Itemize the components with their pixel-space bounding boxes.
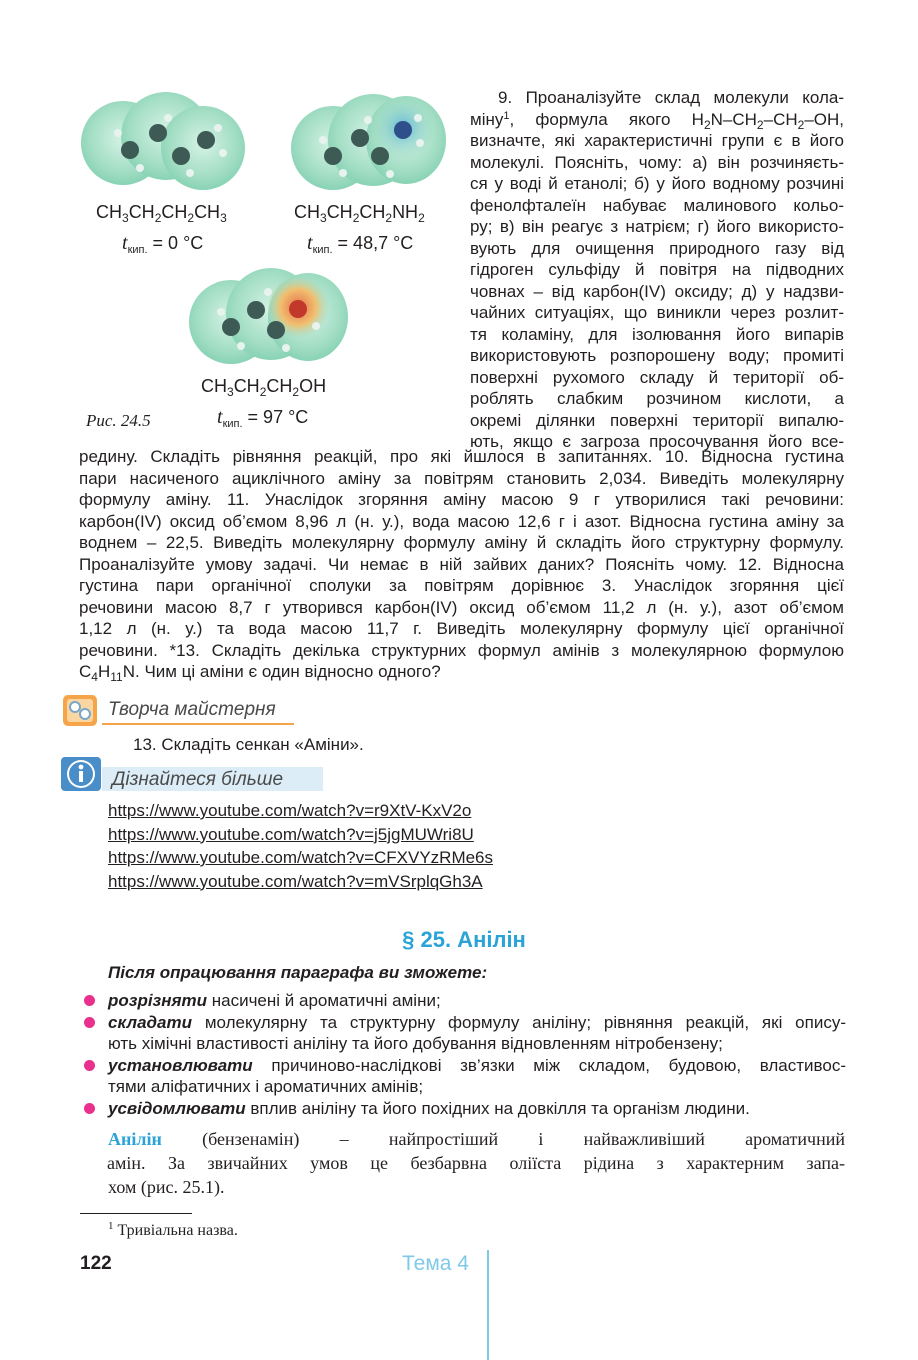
text-line: 1,12 л (н. у.) та вода масою 11,7 г. Виведіть молекулярну формулу цієї органічної — [79, 619, 844, 638]
goal-text: причиново-наслідкові зв’язки між складом, будовою, властивос- — [252, 1055, 846, 1075]
aniline-intro — [108, 1127, 845, 1199]
text-line: речовини. *13. Складіть декілька структурних формул амінів з молекулярною формулою — [79, 640, 844, 660]
footnote-ref: 1 — [503, 109, 510, 122]
subscript: 4 — [91, 670, 98, 684]
formula-part: NH — [392, 202, 419, 222]
butane-formula — [96, 202, 227, 223]
formula-sub: 3 — [220, 211, 227, 225]
text-line: редину. Складіть рівняння реакцій, про які йшлося в запитаннях. 10. Відносна густина — [79, 447, 844, 466]
text-fragment: C — [79, 662, 92, 681]
formula-part: CH — [233, 376, 260, 396]
text-fragment: (бензенамін) – найпростіший і найважливіший ароматичний — [161, 1129, 845, 1149]
text-line: чайних ситуаціях, що виникли через розлит- — [470, 303, 844, 322]
subscript: 2 — [756, 117, 764, 132]
formula-part: CH — [161, 202, 188, 222]
text-line: гідроген сульфіду й повітря на підводних — [470, 260, 844, 279]
formula-sub: 2 — [292, 385, 300, 399]
text-line: фенолфталеїн набуває малинового кольо- — [470, 195, 844, 215]
formula-sub: 2 — [352, 211, 360, 225]
propanol-formula — [201, 376, 326, 397]
text-fragment: N. Чим ці аміни є один відносно одного? — [122, 662, 441, 681]
formula-part: CH — [359, 202, 386, 222]
text-line: Проаналізуйте умову задачі. Чи немає в ній зайвих даних? Поясніть чому. 12. Відносна — [79, 554, 844, 574]
goal-keyword: розрізняти — [108, 991, 208, 1010]
propylamine-boiling-point — [307, 232, 413, 255]
text-fragment: , формула якого H — [509, 109, 704, 129]
goal-text: насичені й ароматичні аміни; — [207, 991, 441, 1010]
youtube-link[interactable]: https://www.youtube.com/watch?v=j5jgMUWri8U — [108, 824, 474, 844]
learn-more-links — [108, 799, 493, 893]
creative-workshop-icon — [62, 692, 100, 728]
t-symbol: t — [122, 232, 128, 254]
footnote — [108, 1219, 238, 1243]
t-symbol: t — [307, 232, 313, 254]
formula-part: CH — [201, 376, 227, 396]
propylamine-model-image — [288, 88, 448, 200]
goal-keyword: усвідомлювати — [108, 1098, 246, 1118]
formula-sub: 2 — [187, 211, 195, 225]
topic-label: Тема 4 — [402, 1252, 469, 1275]
learn-more-title: Дізнайтеся більше — [112, 769, 284, 790]
subscript: 2 — [703, 117, 711, 132]
text-line: ють, якщо є загроза просочування його все- — [470, 432, 844, 451]
goal-text: молекулярну та структурну формулу аніліну; рівняння реакцій, які опису- — [192, 1012, 846, 1032]
creative-workshop-task: 13. Складіть сенкан «Аміни». — [133, 735, 364, 754]
bullet-icon — [84, 995, 95, 1006]
text-line — [79, 661, 844, 683]
subscript: 11 — [110, 670, 123, 684]
footnote-mark: 1 — [108, 1220, 114, 1232]
formula-part: CH — [194, 202, 221, 222]
text-line: 9. Проаналізуйте склад молекули кола- — [498, 88, 844, 107]
text-line: формулу аміну. 11. Унаслідок згоряння аміну масою 9 г утворилися такі речовини: — [79, 490, 844, 509]
text-line: хом (рис. 25.1). — [108, 1177, 225, 1197]
term-aniline: Анілін — [108, 1129, 162, 1149]
youtube-link[interactable]: https://www.youtube.com/watch?v=mVSrplqGh3A — [108, 871, 483, 891]
text-line: воднем – 22,5. Виведіть молекулярну формулу аміну й складіть його структурну формулу. — [79, 533, 844, 552]
text-line: пари насиченого ациклічного аміну за повітрям становить 2,034. Виведіть молекулярну — [79, 468, 844, 488]
formula-part: CH — [294, 202, 320, 222]
formula-part: CH — [128, 202, 155, 222]
info-icon — [60, 756, 102, 792]
text-line: використовують розпорошену воду; промиті — [470, 346, 844, 365]
t-value: = 0 °C — [147, 233, 204, 253]
text-line: тя коламіну, для ізолювання його випарів — [470, 324, 844, 344]
learning-goals-list — [84, 990, 846, 1119]
text-line: роблять слабким розчином кислоти, а — [470, 389, 844, 408]
formula-part: CH — [266, 376, 293, 396]
t-value: = 48,7 °C — [332, 233, 414, 253]
formula-sub: 2 — [385, 211, 393, 225]
text-line: човнах – від карбон(IV) оксиду; д) у надзви- — [470, 281, 844, 301]
list-item — [84, 1098, 846, 1120]
formula-sub: 2 — [154, 211, 162, 225]
footer-rule — [487, 1250, 489, 1360]
goal-keyword: установлювати — [108, 1055, 253, 1075]
task-9-text — [470, 87, 844, 453]
formula-part: OH — [299, 376, 327, 396]
text-fragment: N–CH — [710, 109, 757, 129]
youtube-link[interactable]: https://www.youtube.com/watch?v=r9XtV-KxV2o — [108, 801, 472, 820]
subscript: 2 — [797, 117, 805, 132]
text-line: вують для очищення природного газу від — [470, 238, 844, 258]
paragraph-intro: Після опрацювання параграфа ви зможете: — [108, 963, 488, 982]
butane-model-image — [78, 88, 248, 200]
text-fragment: міну — [470, 109, 504, 129]
figure-caption: Рис. 24.5 — [86, 411, 151, 430]
text-line: тями аліфатичних і ароматичних амінів; — [108, 1077, 424, 1096]
text-line — [108, 1055, 846, 1077]
page-number: 122 — [80, 1253, 112, 1274]
formula-sub: 3 — [320, 211, 327, 225]
youtube-link[interactable]: https://www.youtube.com/watch?v=CFXVYzRMe6s — [108, 848, 494, 867]
list-item — [84, 1055, 846, 1098]
formula-sub: 2 — [259, 385, 267, 399]
bullet-icon — [84, 1060, 95, 1071]
propylamine-formula — [294, 202, 425, 223]
butane-boiling-point — [122, 232, 203, 255]
goal-keyword: складати — [108, 1012, 192, 1032]
text-fragment: –CH — [763, 109, 798, 129]
propanol-model-image — [186, 262, 351, 374]
formula-sub: 3 — [122, 211, 129, 225]
text-line: окремі ділянки поверхні території випалю- — [470, 410, 844, 430]
list-item — [84, 1012, 846, 1055]
formula-sub: 2 — [418, 211, 425, 225]
text-line — [108, 1127, 845, 1151]
t-subscript: кип. — [222, 418, 243, 430]
bullet-icon — [84, 1017, 95, 1028]
text-line: амін. За звичайних умов це безбарвна оліїста рідина з характерним запа- — [107, 1153, 845, 1173]
text-line: речовини масою 8,7 г утворився карбон(IV) оксид об’ємом 11,2 л (н. у.), азот об’ємом — [79, 597, 844, 617]
text-line: ру; в) він реагує з натрієм; г) його використо- — [470, 217, 844, 236]
list-item — [84, 990, 846, 1012]
text-line: карбон(IV) оксид об’ємом 8,96 л (н. у.), вода масою 12,6 г і азот. Відносна густина аміну за — [79, 511, 844, 531]
text-line: молекулі. Поясніть, чому: а) він розчиняєть- — [470, 152, 844, 172]
text-line: ся у воді й етанолі; б) у його водному розчині — [470, 174, 844, 193]
tasks-10-13-text — [79, 446, 844, 683]
creative-workshop-title: Творча майстерня — [108, 699, 276, 720]
creative-workshop-underline — [102, 723, 294, 725]
text-fragment: –OH, — [804, 109, 844, 129]
paragraph-title: § 25. Анілін — [402, 927, 526, 952]
formula-sub: 3 — [227, 385, 234, 399]
goal-text: вплив аніліну та його похідних на довкілля та організм людини. — [245, 1098, 750, 1118]
t-subscript: кип. — [127, 244, 148, 256]
formula-part: CH — [326, 202, 353, 222]
text-line: визначте, які характеристичні групи є в його — [470, 131, 844, 150]
formula-part: CH — [96, 202, 122, 222]
text-line: ють хімічні властивості аніліну та його добування відновленням нітробензену; — [108, 1034, 723, 1053]
text-line: густина пари органічної сполуки за повітрям дорівнює 3. Унаслідок згоряння цієї — [79, 576, 844, 595]
propanol-boiling-point — [217, 406, 308, 429]
bullet-icon — [84, 1103, 95, 1114]
t-symbol: t — [217, 406, 223, 428]
t-subscript: кип. — [312, 244, 333, 256]
text-fragment: H — [97, 662, 111, 681]
text-line — [470, 109, 844, 131]
footnote-divider — [80, 1213, 192, 1214]
text-line: поверхні рухомого складу й території об- — [470, 367, 844, 387]
text-line — [108, 1012, 846, 1034]
footnote-text: Тривіальна назва. — [113, 1222, 238, 1239]
t-value: = 97 °C — [242, 407, 309, 427]
